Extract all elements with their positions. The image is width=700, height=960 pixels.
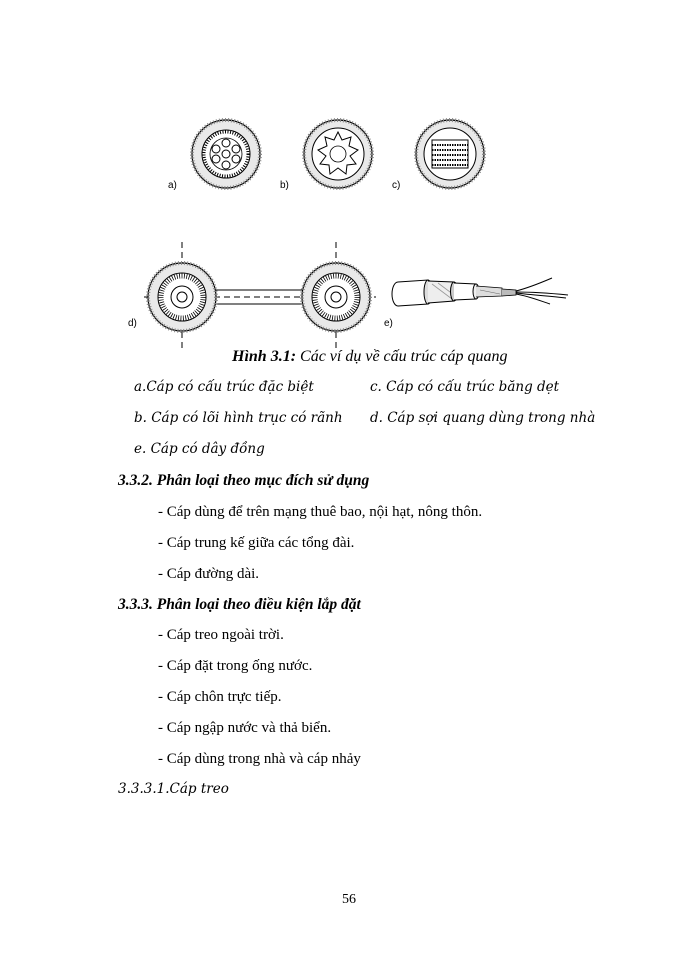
figure-caption — [232, 348, 508, 366]
section-332-item: - Cáp dùng để trên mạng thuê bao, nội hạt, nông thôn. — [158, 504, 483, 520]
cable-diagram-e — [388, 268, 578, 316]
legend-a: a.Cáp có cấu trúc đặc biệt — [134, 379, 314, 395]
figure-label-a: a) — [168, 180, 177, 191]
cable-diagram-d — [140, 240, 380, 350]
section-333-item: - Cáp dùng trong nhà và cáp nhảy — [158, 751, 361, 767]
legend-d: d. Cáp sợi quang dùng trong nhà — [370, 410, 596, 426]
section-333-item: - Cáp ngập nước và thả biển. — [158, 720, 332, 736]
page-number: 56 — [342, 892, 356, 907]
section-332-heading: 3.3.2. Phân loại theo mục đích sử dụng — [118, 472, 370, 489]
section-332-item: - Cáp trung kế giữa các tổng đài. — [158, 535, 355, 551]
figure-label-e: e) — [384, 318, 393, 329]
legend-b: b. Cáp có lõi hình trục có rãnh — [134, 410, 343, 426]
legend-e: e. Cáp có dây đồng — [134, 441, 265, 457]
figure-caption-prefix: Hình 3.1: — [232, 348, 297, 365]
cable-diagram-c — [414, 118, 486, 190]
cable-diagram-b — [302, 118, 374, 190]
section-333-item: - Cáp treo ngoài trời. — [158, 627, 284, 643]
section-333-heading: 3.3.3. Phân loại theo điều kiện lắp đặt — [118, 596, 361, 613]
figure-label-b: b) — [280, 180, 289, 191]
legend-c: c. Cáp có cấu trúc băng dẹt — [370, 379, 560, 395]
section-333-item: - Cáp chôn trực tiếp. — [158, 689, 282, 705]
section-333-item: - Cáp đặt trong ống nước. — [158, 658, 313, 674]
subsection-heading: 3.3.3.1.Cáp treo — [118, 781, 229, 797]
figure-label-c: c) — [392, 180, 401, 191]
figure-label-d: d) — [128, 318, 137, 329]
section-332-item: - Cáp đường dài. — [158, 566, 260, 582]
cable-diagram-a — [190, 118, 262, 190]
figure-caption-text: Các ví dụ về cấu trúc cáp quang — [300, 348, 508, 365]
